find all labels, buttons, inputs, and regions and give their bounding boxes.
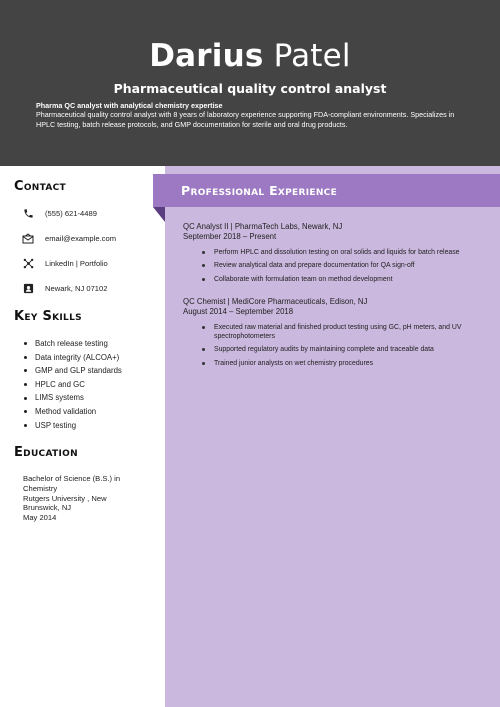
address-card-icon: [22, 282, 34, 294]
job-role: QC Analyst II | PharmaTech Labs, Newark, NJ: [183, 222, 343, 231]
job-bullet: Executed raw material and finished product testing using GC, pH meters, and UV spectrophotometers: [183, 323, 483, 341]
resume-header: [0, 0, 500, 166]
job-bullets: [183, 248, 483, 284]
skill-item: Method validation: [24, 405, 122, 419]
phone-icon: [22, 207, 34, 219]
job-dates: August 2014 – September 2018: [183, 307, 294, 316]
profile-links[interactable]: LinkedIn | Portfolio: [45, 258, 108, 268]
job-entry: [183, 222, 483, 288]
education-heading: Education: [14, 445, 78, 460]
envelope-icon: [22, 232, 34, 244]
summary: [36, 101, 466, 129]
job-dates: September 2018 – Present: [183, 232, 277, 241]
candidate-name: [0, 36, 500, 76]
location: Newark, NJ 07102: [45, 283, 108, 293]
summary-heading: Pharma QC analyst with analytical chemistry expertise: [36, 101, 223, 110]
job-bullets: [183, 323, 483, 368]
contact-location: [22, 281, 107, 295]
skill-item: Data integrity (ALCOA+): [24, 351, 122, 365]
degree: Bachelor of Science (B.S.) in Chemistry: [23, 474, 121, 493]
network-icon: [22, 257, 34, 269]
skills-list: [24, 337, 122, 432]
contact-phone: [22, 206, 97, 220]
contact-links: [22, 256, 108, 270]
skill-item: HPLC and GC: [24, 378, 122, 392]
job-bullet: Perform HPLC and dissolution testing on oral solids and liquids for batch release: [183, 248, 483, 257]
job-bullet: Collaborate with formulation team on method development: [183, 275, 483, 284]
education-entry: [23, 474, 143, 523]
job-role: QC Chemist | MediCore Pharmaceuticals, Edison, NJ: [183, 297, 368, 306]
summary-text: Pharmaceutical quality control analyst with 8 years of laboratory experience supporting FDA-compliant environments. Specializes in HPLC testing, batch release protocols, and GMP documentation for sterile and oral drug products.: [36, 110, 455, 129]
skill-item: Batch release testing: [24, 337, 122, 351]
contact-email: [22, 231, 116, 245]
first-name: Darius: [149, 38, 264, 74]
skill-item: USP testing: [24, 419, 122, 433]
skill-item: GMP and GLP standards: [24, 364, 122, 378]
graduation-date: May 2014: [23, 513, 57, 523]
skill-item: LIMS systems: [24, 391, 122, 405]
experience-heading: Professional Experience: [181, 183, 338, 198]
job-bullet: Trained junior analysts on wet chemistry procedures: [183, 359, 483, 368]
last-name: Patel: [273, 38, 351, 74]
phone-number: (555) 621-4489: [45, 208, 97, 218]
banner-fold: [153, 207, 165, 222]
skills-heading: Key Skills: [14, 309, 82, 324]
contact-heading: Contact: [14, 179, 66, 194]
experience-banner: [153, 174, 500, 207]
job-bullet: Review analytical data and prepare documentation for QA sign-off: [183, 261, 483, 270]
email-address[interactable]: email@example.com: [45, 233, 117, 243]
job-entry: [183, 297, 483, 372]
job-bullet: Supported regulatory audits by maintaining complete and traceable data: [183, 345, 483, 354]
job-title: Pharmaceutical quality control analyst: [113, 81, 387, 96]
school: Rutgers University , New Brunswick, NJ: [23, 493, 107, 513]
